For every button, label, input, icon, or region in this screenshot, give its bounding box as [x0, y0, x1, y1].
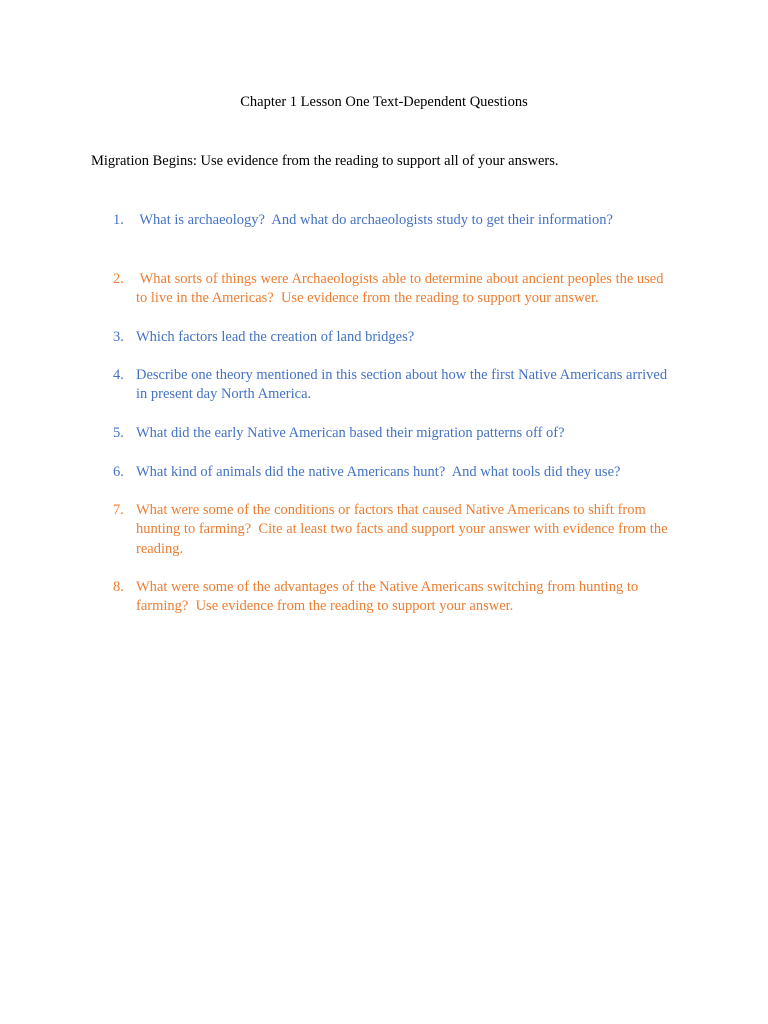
question-text: What did the early Native American based their migration patterns off of?	[136, 425, 565, 441]
question-number: 4.	[113, 367, 124, 383]
question-5	[113, 424, 673, 443]
question-1	[113, 211, 673, 230]
question-text: What were some of the conditions or factors that caused Native Americans to shift from hunting to farming? Cite at least two facts and support your answer with evidence from the reading.	[136, 502, 672, 557]
question-number: 6.	[113, 464, 124, 480]
question-6	[113, 463, 673, 482]
question-text: What is archaeology? And what do archaeologists study to get their information?	[136, 212, 613, 228]
question-number: 7.	[113, 502, 124, 518]
question-number: 3.	[113, 329, 124, 345]
question-7	[113, 501, 673, 559]
question-3	[113, 328, 673, 347]
question-text: Describe one theory mentioned in this section about how the first Native Americans arrived in present day North America.	[136, 367, 668, 403]
question-number: 2.	[113, 271, 124, 287]
intro-instructions: Migration Begins: Use evidence from the reading to support all of your answers.	[91, 153, 559, 169]
document-title: Chapter 1 Lesson One Text-Dependent Questions	[240, 94, 528, 110]
question-text: Which factors lead the creation of land bridges?	[136, 329, 415, 345]
question-number: 5.	[113, 425, 124, 441]
question-number: 8.	[113, 579, 124, 595]
question-8	[113, 578, 673, 617]
question-text: What kind of animals did the native Americans hunt? And what tools did they use?	[136, 464, 621, 480]
question-2	[113, 270, 673, 309]
question-text: What sorts of things were Archaeologists able to determine about ancient peoples the used to live in the Americas? Use evidence from the reading to support your answer.	[136, 271, 668, 307]
question-text: What were some of the advantages of the Native Americans switching from hunting to farming? Use evidence from the reading to support your answer.	[136, 579, 642, 615]
question-number: 1.	[113, 212, 124, 228]
question-4	[113, 366, 673, 405]
